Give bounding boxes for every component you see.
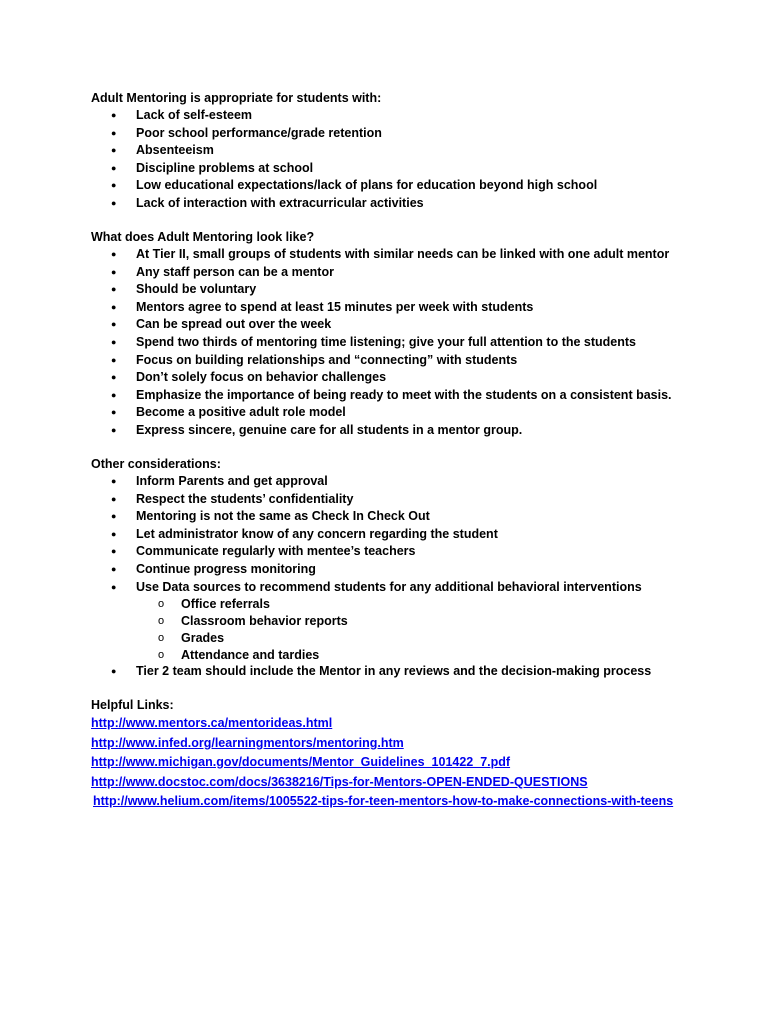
circle-bullet-icon: o xyxy=(158,598,165,611)
document-page: Adult Mentoring is appropriate for students with: ● Lack of self-esteem ● Poor school performance/grade retention ● Absenteeism ● Discipline problems at school ● Low educational expectations/lack of plans for education beyond high school ● Lack of interaction with extracurricular activities What does Adult Mentoring look like? ● At Tier II, small groups of students with similar needs can be linked with one adult mentor ● Any staff person can be a mentor ● Should be voluntary ● Mentors agree to spend at least 15 minutes per week with students ● Can be spread out over the week ● Spend two thirds of mentoring time listening; give your full attention to the students ● Focus on building relationships and “connecting” with students ● Don’t solely focus on behavior challenges ● Emphasize the importance of being ready to meet with the students on a consistent basis. ● Become a positive adult role model ● Express sincere, genuine care for all students in a mentor group. Other considerations: ● Inform Parents and get approval ● Respect the students’ confidentiality ● Mentoring is not the same as Check In Check Out ● Let administrator know of any concern regarding the student ● Communicate regularly with mentee’s teachers ● Continue progress monitoring ● Use Data sources to recommend students for any additional behavioral interventions o Office referrals o Classroom behavior reports o Grades o Attendance and tardies ● Tier 2 team should include the Mentor in any reviews and the decision-making process Helpful Links: http://www.mentors.ca/mentorideas.html http://www.infed.org/learningmentors/mentoring.htm http://www.michigan.gov/documents/Mentor_Guidelines_101422_7.pdf http://www.docstoc.com/docs/3638216/Tips-for-Mentors-OPEN-ENDED-QUESTIONS http://www.helium.com/items/1005522-tips-for-teen-mentors-how-to-make-connections-with-teens xyxy=(91,91,674,808)
bullet-icon: ● xyxy=(111,319,117,330)
bullet-icon: ● xyxy=(111,563,117,574)
bullet-icon: ● xyxy=(111,666,117,677)
bullet-icon: ● xyxy=(111,110,117,120)
bullet-icon: ● xyxy=(111,145,117,156)
bullet-icon: ● xyxy=(111,493,117,504)
link-michigan-gov[interactable]: http://www.michigan.gov/documents/Mentor_Guidelines_101422_7.pdf xyxy=(91,755,511,769)
circle-bullet-icon: o xyxy=(158,648,165,661)
bullet-icon: ● xyxy=(111,424,117,435)
link-mentors-ca[interactable]: http://www.mentors.ca/mentorideas.html xyxy=(91,716,333,730)
link-helium[interactable]: http://www.helium.com/items/1005522-tips-for-teen-mentors-how-to-make-connections-with-teens xyxy=(93,794,674,808)
bullet-icon: ● xyxy=(111,546,117,557)
bullet-icon: ● xyxy=(111,476,117,486)
bullet-icon: ● xyxy=(111,336,117,347)
link-docstoc[interactable]: http://www.docstoc.com/docs/3638216/Tips-for-Mentors-OPEN-ENDED-QUESTIONS xyxy=(91,775,588,789)
bullet-icon: ● xyxy=(111,354,117,365)
bullet-icon: ● xyxy=(111,372,117,383)
circle-bullet-icon: o xyxy=(158,614,165,627)
bullet-icon: ● xyxy=(111,407,117,418)
bullet-icon: ● xyxy=(111,389,117,400)
section-heading-appropriate-for: Adult Mentoring is appropriate for students with: xyxy=(91,91,382,105)
bullet-icon: ● xyxy=(111,162,117,173)
bullet-icon: ● xyxy=(111,301,117,312)
bullet-icon: ● xyxy=(111,284,117,295)
bullet-icon: ● xyxy=(111,127,117,138)
section-heading-what-it-looks-like: What does Adult Mentoring look like? xyxy=(91,230,315,244)
bullet-icon: ● xyxy=(111,180,117,191)
bullet-icon: ● xyxy=(111,581,117,592)
section-heading-helpful-links: Helpful Links: xyxy=(91,698,174,712)
section-heading-other-considerations: Other considerations: xyxy=(91,457,221,471)
bullet-icon: ● xyxy=(111,197,117,208)
link-infed[interactable]: http://www.infed.org/learningmentors/mentoring.htm xyxy=(91,736,404,750)
bullet-icon: ● xyxy=(111,528,117,539)
bullet-icon: ● xyxy=(111,266,117,277)
bullet-icon: ● xyxy=(111,249,117,259)
circle-bullet-icon: o xyxy=(158,631,165,644)
bullet-icon: ● xyxy=(111,511,117,522)
